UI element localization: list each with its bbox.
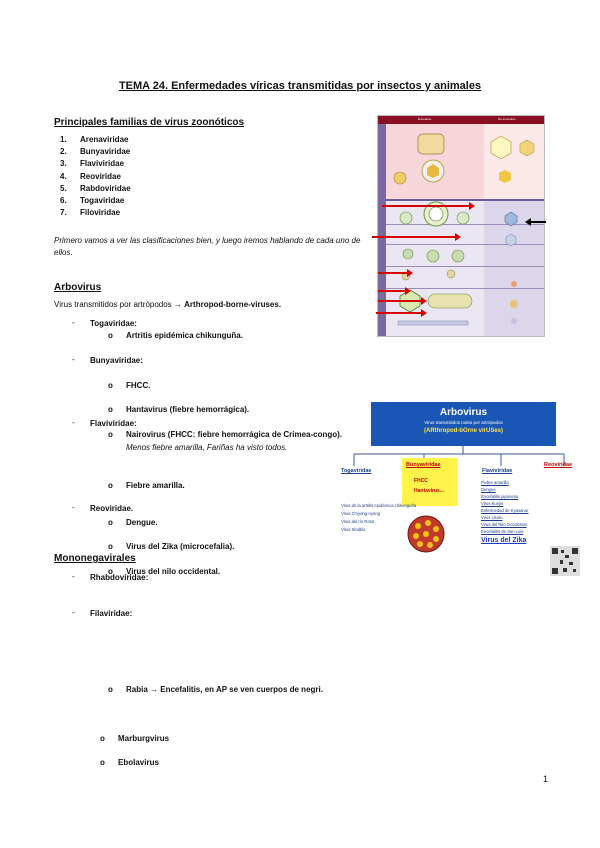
flavi-item: Encefalitis de San Luis [481,529,524,534]
group-flaviviridae: Flaviviridae: [90,419,137,428]
section-heading-arbovirus: Arbovirus [54,282,102,293]
diagram-family-reoviridae: Reoviridae [544,462,573,468]
family-list-item [54,171,314,183]
arbovirus-title-box [371,402,556,446]
family-name: Filoviridae [80,208,121,218]
list-number: 5. [60,183,67,193]
section-heading-mononegavirales: Mononegavirales [54,553,136,564]
buny-item: FHCC [414,478,428,484]
family-name: Flaviviridae [80,159,125,169]
flavi-item: Virus del Nilo Occidental [481,522,527,527]
dash-bullet: - [72,608,75,617]
flavi-note: Menos fiebre amarilla, Fariñas ha visto todos. [126,443,288,452]
diagram-title: Arbovirus [439,407,488,418]
diagram-subtitle: Virus transmitidos todos por artrópodos [424,420,503,425]
family-name: Togaviridae [80,196,125,206]
group-togaviridae: Togaviridae: [90,319,137,328]
black-arrow [530,221,546,223]
list-item: o Ebolavirus [100,758,159,767]
page-number: 1 [542,774,548,784]
zika-label: Virus del Zika [481,537,527,544]
toga-item: Virus de la artritis epidémica chikunguña [341,503,417,508]
buny-item: Hantavirus... [414,488,445,494]
red-arrow [372,236,456,238]
list-item: o Hantavirus (fiebre hemorrágica). [108,405,250,414]
group-rhabdoviridae: Rhabdoviridae: [90,573,149,582]
diagram-family-flaviviridae: Flaviviridae [482,468,513,474]
list-item: o Virus del Zika (microcefalia). [108,542,235,551]
list-number: 2. [60,147,67,157]
list-number: 3. [60,159,67,169]
toga-item: Virus del río Ross [341,519,374,524]
qr-code-image [550,546,580,576]
families-list [54,134,314,219]
definition-term: Arthropod-borne-viruses. [184,300,282,309]
flavi-item: Fiebre amarilla [481,480,509,485]
flavi-item: Virus Usutu [481,515,503,520]
list-item: o Fiebre amarilla. [108,481,185,490]
dash-bullet: - [72,355,75,364]
group-filaviridae: Filaviridae: [90,609,133,618]
red-arrow [378,272,408,274]
family-name: Reoviridae [80,171,121,181]
arrow-glyph: → [173,300,182,309]
red-arrow [376,312,422,314]
red-arrow [378,290,406,292]
dash-bullet: - [72,318,75,327]
list-item: o FHCC. [108,380,151,390]
red-arrow [378,300,422,302]
family-list-item [54,183,314,195]
dash-bullet: - [72,503,75,512]
list-item: o Marburgvirus [100,733,170,743]
list-item: o Rabia → Encefalitis, en AP se ven cuerpos de negri. [108,685,323,694]
red-arrow [382,205,470,207]
list-item: o Artritis epidémica chikunguña. [108,331,243,340]
flavi-item: Encefalitis japonesa [481,494,519,499]
flavi-item: Dengue [481,487,496,492]
arbovirus-diagram [336,402,586,562]
dash-bullet: - [72,572,75,581]
group-reoviridae: Reoviridae. [90,504,134,513]
family-name: Bunyaviridae [80,147,131,157]
family-list-item [54,158,314,170]
col-header-enveloped: Envueltos [418,117,432,121]
dash-bullet: - [72,418,75,427]
virion-image [406,514,446,554]
flavi-item: Enfermedad de Kyasanur [481,508,529,513]
family-list-item [54,146,314,158]
col-header-nonenveloped: No envueltos [498,117,516,121]
section-heading-families: Principales familias de virus zoonóticos [54,117,245,128]
list-number: 1. [60,135,67,144]
list-number: 4. [60,171,67,181]
family-list-item [54,134,314,146]
family-list-item [54,195,314,207]
diagram-family-togaviridae: Togaviridae [341,468,372,474]
page-title: TEMA 24. Enfermedades víricas transmitidas por insectos y animales [118,80,482,92]
list-item: o Dengue. [108,517,158,527]
virus-classification-figure [377,115,545,337]
list-number: 6. [60,196,67,206]
list-item: o Nairovirus (FHCC: fiebre hemorrágica de Crimea-congo). [108,429,343,439]
list-item: o Virus del nilo occidental. [108,566,221,576]
toga-item: Virus Sindbis [341,527,366,532]
family-list-item [54,207,314,219]
virion-drawings [378,116,544,336]
list-number: 7. [60,208,67,218]
family-name: Rabdoviridae [80,183,131,193]
diagram-acronym: (ARthropod-bOrne virUSes) [423,428,503,434]
intro-note: Primero vamos a ver las clasificaciones bien, y luego iremos hablando de cada uno de ellos. [54,236,361,257]
toga-item: Virus O'nyong-nyong [341,511,380,516]
family-name: Arenaviridae [80,135,129,144]
definition-text: Virus transmitidos por artrópodos [54,300,172,309]
group-bunyaviridae: Bunyaviridae: [90,356,143,365]
flavi-item: Virus Kunjin [481,501,504,506]
arbovirus-definition [54,299,281,311]
diagram-family-bunyaviridae: Bunyaviridae [406,462,441,468]
